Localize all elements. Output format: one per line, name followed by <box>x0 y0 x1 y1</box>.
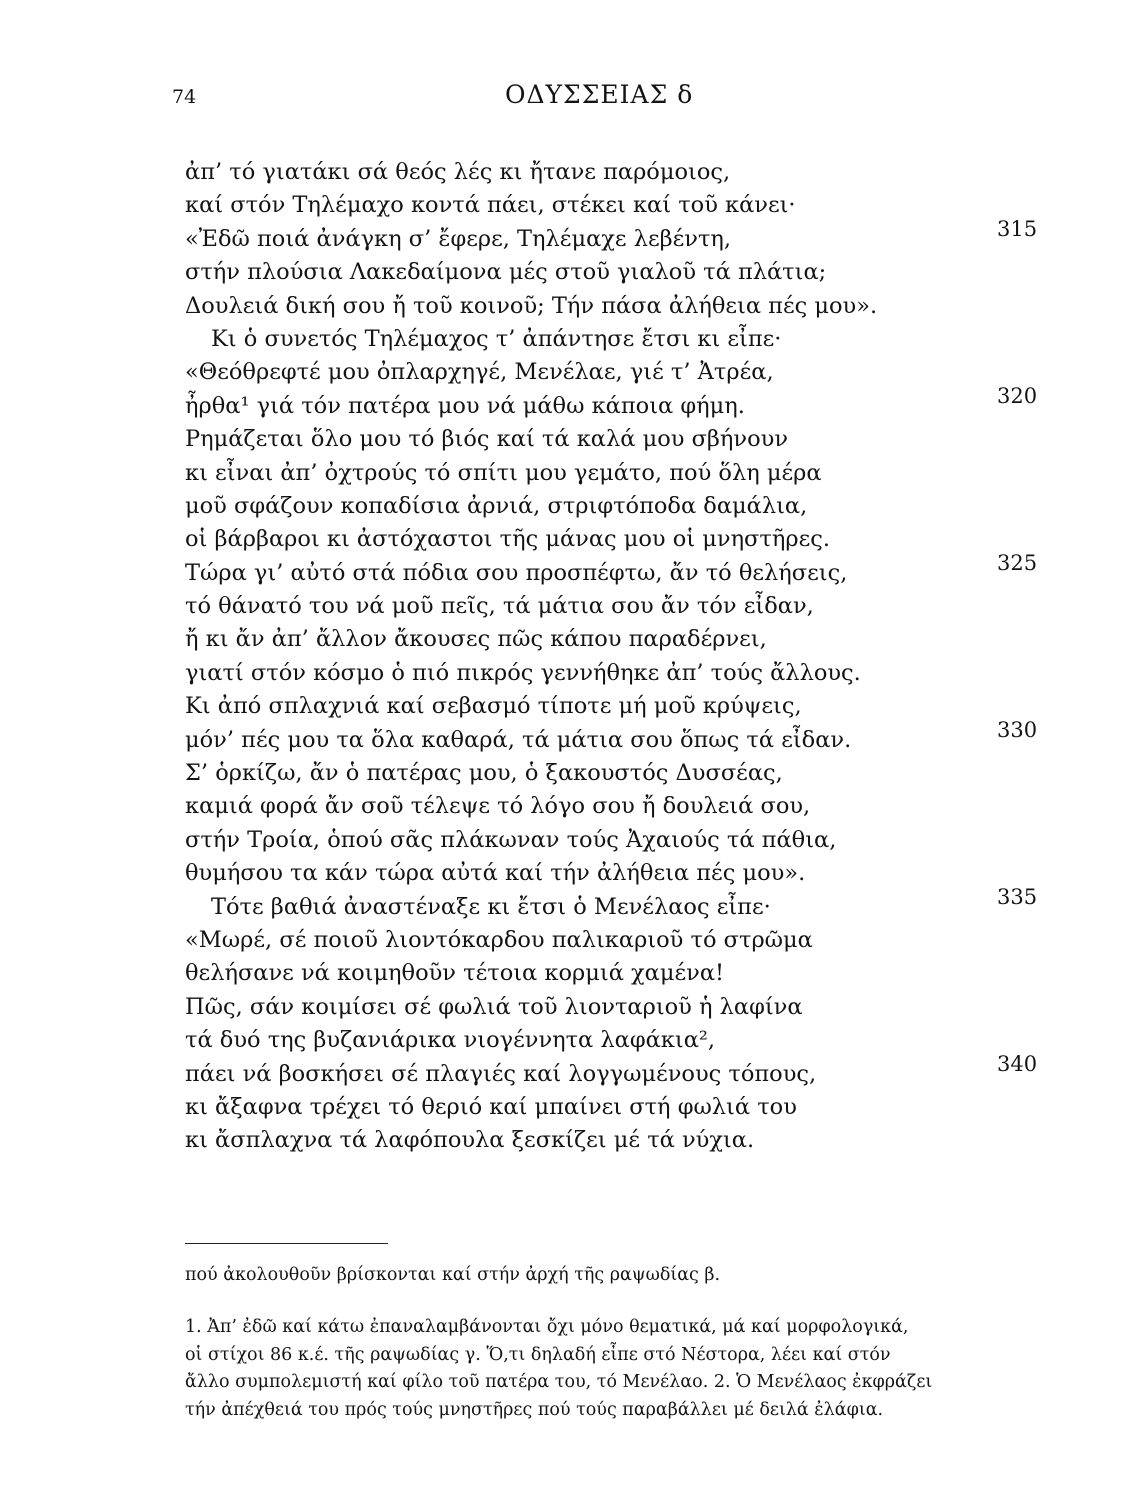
verse-text: «Μωρέ, σέ ποιοῦ λιοντόκαρδου παλικαριοῦ τό στρῶμα <box>185 926 813 953</box>
verse-line <box>185 623 1065 656</box>
verse-text: Ρημάζεται ὅλο μου τό βιός καί τά καλά μου σβήνουν <box>185 426 788 453</box>
footnotes-area <box>185 1262 1025 1424</box>
verse-text: πάει νά βοσκήσει σέ πλαγιές καί λογγωμένους τόπους, <box>185 1060 817 1087</box>
verse-text: Πῶς, σάν κοιμίσει σέ φωλιά τοῦ λιονταριοῦ ἡ λαφίνα <box>185 993 803 1020</box>
verse-text: καμιά φορά ἄν σοῦ τέλεψε τό λόγο σου ἤ δουλειά σου, <box>185 793 811 820</box>
running-title: ΟΔΥΣΣΕΙΑΣ δ <box>505 80 694 109</box>
line-number: 315 <box>997 216 1038 241</box>
line-number: 340 <box>997 1051 1038 1076</box>
page-number: 74 <box>172 86 197 108</box>
verse-line <box>185 924 1065 957</box>
verse-line <box>185 523 1065 556</box>
verse-line <box>185 1051 1065 1091</box>
verse-line <box>185 1091 1065 1124</box>
line-number: 330 <box>997 717 1038 742</box>
verse-line <box>185 550 1065 590</box>
verse-line <box>185 356 1065 389</box>
verse-text: κι ἄσπλαχνα τά λαφόπουλα ξεσκίζει μέ τά νύχια. <box>185 1127 755 1154</box>
verse-text: τά δυό της βυζανιάρικα νιογέννητα λαφάκια², <box>185 1027 716 1054</box>
page-header <box>0 80 1132 120</box>
footnote-line: οἱ στίχοι 86 κ.έ. τῆς ραψωδίας γ. Ὅ,τι δηλαδή εἶπε στό Νέστορα, λέει καί στόν <box>185 1344 891 1365</box>
verse-text: Τότε βαθιά ἀναστέναξε κι ἔτσι ὁ Μενέλαος εἶπε· <box>211 893 771 920</box>
verse-line <box>185 156 1065 189</box>
verse-text: γιατί στόν κόσμο ὁ πιό πικρός γεννήθηκε ἀπ’ τούς ἄλλους. <box>185 659 861 686</box>
line-number: 335 <box>997 884 1038 909</box>
verse-text: καί στόν Τηλέμαχο κοντά πάει, στέκει καί τοῦ κάνει· <box>185 192 796 219</box>
verse-line <box>185 1124 1065 1157</box>
verse-text: οἱ βάρβαροι κι ἀστόχαστοι τῆς μάνας μου οἱ μνηστῆρες. <box>185 526 830 553</box>
verse-text: μόν’ πές μου τα ὅλα καθαρά, τά μάτια σου ὅπως τά εἶδαν. <box>185 726 852 753</box>
verse-line <box>185 1024 1065 1057</box>
footnote-line: τήν ἀπέχθειά του πρός τούς μνηστῆρες πού τούς παραβάλλει μέ δειλά ἐλάφια. <box>185 1399 884 1420</box>
verse-text: κι ἄξαφνα τρέχει τό θεριό καί μπαίνει στή φωλιά του <box>185 1093 797 1120</box>
verse-text: κι εἶναι ἀπ’ ὀχτρούς τό σπίτι μου γεμάτο, πού ὅλη μέρα <box>185 459 822 486</box>
verse-line <box>185 590 1065 623</box>
verse-text: «Ἐδῶ ποιά ἀνάγκη σ’ ἔφερε, Τηλέμαχε λεβέντη, <box>185 225 732 252</box>
verse-line <box>185 690 1065 723</box>
verse-text: μοῦ σφάζουν κοπαδίσια ἀρνιά, στριφτόποδα δαμάλια, <box>185 492 808 519</box>
verse-line <box>185 991 1065 1024</box>
verse-line <box>185 216 1065 256</box>
verse-text: στήν πλούσια Λακεδαίμονα μές στοῦ γιαλοῦ τά πλάτια; <box>185 259 827 286</box>
verse-block <box>185 156 1065 1158</box>
footnote-line: 1. Ἀπ’ ἐδῶ καί κάτω ἐπαναλαμβάνονται ὄχι μόνο θεματικά, μά καί μορφολογικά, <box>185 1317 909 1337</box>
verse-text: Κι ἀπό σπλαχνιά καί σεβασμό τίποτε μή μοῦ κρύψεις, <box>185 693 802 720</box>
verse-line <box>185 824 1065 857</box>
verse-text: Σ’ ὁρκίζω, ἄν ὁ πατέρας μου, ὁ ξακουστός Δυσσέας, <box>185 760 783 787</box>
verse-line <box>185 790 1065 823</box>
verse-text: θελήσανε νά κοιμηθοῦν τέτοια κορμιά χαμένα! <box>185 960 725 987</box>
verse-text: ἤ κι ἄν ἀπ’ ἄλλον ἄκουσες πῶς κάπου παραδέρνει, <box>185 626 767 653</box>
verse-text: στήν Τροία, ὁπού σᾶς πλάκωναν τούς Ἀχαιούς τά πάθια, <box>185 826 837 853</box>
verse-text: Τώρα γι’ αὐτό στά πόδια σου προσπέφτω, ἄν τό θελήσεις, <box>185 559 848 586</box>
verse-text: Κι ὁ συνετός Τηλέμαχος τ’ ἀπάντησε ἔτσι κι εἶπε· <box>211 325 782 352</box>
verse-line <box>185 657 1065 690</box>
verse-line <box>185 383 1065 423</box>
line-number: 325 <box>997 550 1038 575</box>
verse-line <box>185 290 1065 323</box>
verse-line <box>185 757 1065 790</box>
verse-line <box>185 256 1065 289</box>
verse-text: τό θάνατό του νά μοῦ πεῖς, τά μάτια σου ἄν τόν εἶδαν, <box>185 593 814 620</box>
footnotes <box>185 1314 1025 1424</box>
verse-text: «Θεόθρεφτέ μου ὀπλαρχηγέ, Μενέλαε, γιέ τ’ Ἀτρέα, <box>185 359 774 386</box>
verse-text: θυμήσου τα κάν τώρα αὐτά καί τήν ἀλήθεια πές μου». <box>185 860 806 887</box>
verse-text: ἀπ’ τό γιατάκι σά θεός λές κι ἤτανε παρόμοιος, <box>185 159 731 185</box>
footnote-rule <box>185 1243 388 1244</box>
verse-line <box>185 957 1065 990</box>
footnote-line: ἄλλο συμπολεμιστή καί φίλο τοῦ πατέρα του, τό Μενέλαο. 2. Ὁ Μενέλαος ἐκφράζει <box>185 1372 933 1392</box>
verse-line <box>185 189 1065 222</box>
verse-line <box>185 490 1065 523</box>
verse-line <box>185 457 1065 490</box>
verse-line <box>185 717 1065 757</box>
line-number: 320 <box>997 383 1038 408</box>
footnote-continuation: πού ἀκολουθοῦν βρίσκονται καί στήν ἀρχή τῆς ραψωδίας β. <box>185 1265 721 1285</box>
verse-text: Δουλειά δική σου ἤ τοῦ κοινοῦ; Τήν πάσα ἀλήθεια πές μου». <box>185 292 878 319</box>
verse-line <box>185 857 1065 890</box>
verse-line <box>185 323 1065 356</box>
verse-line <box>185 884 1065 924</box>
verse-text: ἦρθα¹ γιά τόν πατέρα μου νά μάθω κάποια φήμη. <box>185 392 745 419</box>
verse-line <box>185 423 1065 456</box>
